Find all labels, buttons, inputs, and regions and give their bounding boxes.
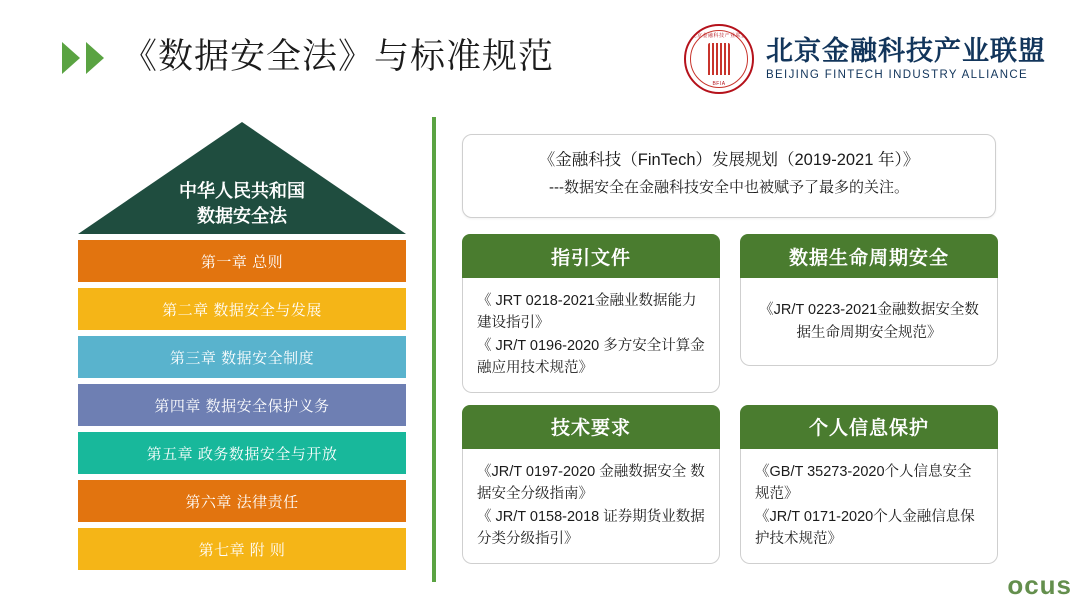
standards-cell-body: 《JR/T 0197-2020 金融数据安全 数据安全分级指南》 《 JR/T 0158-2018 证券期货业数据分类分级指引》: [462, 449, 720, 564]
chapter-item: 第四章 数据安全保护义务: [78, 384, 406, 426]
standards-cell: [462, 405, 720, 564]
fintech-plan-callout: [462, 134, 996, 218]
law-structure-diagram: [78, 122, 406, 570]
chapter-item: 第三章 数据安全制度: [78, 336, 406, 378]
law-title-line2: 数据安全法: [197, 205, 287, 226]
page-title: 《数据安全法》与标准规范: [122, 37, 555, 76]
seal-bottom-text: BFIA: [712, 81, 726, 87]
chapter-item: 第一章 总则: [78, 240, 406, 282]
standards-cell-header: 个人信息保护: [740, 405, 998, 449]
chapter-item: 第六章 法律责任: [78, 480, 406, 522]
brand-name-cn: 北京金融科技产业联盟: [766, 35, 1046, 66]
standards-grid: [462, 234, 1010, 576]
law-title-line1: 中华人民共和国: [179, 181, 305, 202]
chapter-item: 第二章 数据安全与发展: [78, 288, 406, 330]
double-arrow-icon: [62, 42, 104, 74]
chapter-item: 第七章 附 则: [78, 528, 406, 570]
seal-top-text: 北京金融科技产业联盟: [691, 33, 747, 39]
standards-cell: [462, 234, 720, 393]
chapter-list: [78, 240, 406, 570]
page-header: [0, 0, 1080, 112]
callout-line1: 《金融科技（FinTech）发展规划（2019-2021 年）》: [538, 151, 920, 169]
standards-cell-header: 技术要求: [462, 405, 720, 449]
callout-line2: ---数据安全在金融科技安全中也被赋予了最多的关注。: [549, 178, 909, 196]
standards-panel: [462, 134, 1010, 576]
standards-cell: [740, 234, 998, 393]
chapter-item: 第五章 政务数据安全与开放: [78, 432, 406, 474]
standards-cell-header: 数据生命周期安全: [740, 234, 998, 278]
standards-cell: [740, 405, 998, 564]
brand-name-en: BEIJING FINTECH INDUSTRY ALLIANCE: [766, 69, 1029, 82]
brand-logo: [684, 24, 1046, 94]
standards-cell-body: 《GB/T 35273-2020个人信息安全规范》 《JR/T 0171-2020个人金融信息保护技术规范》: [740, 449, 998, 564]
watermark: ocus: [1007, 570, 1072, 600]
standards-cell-body: 《JR/T 0223-2021金融数据安全数据生命周期安全规范》: [740, 278, 998, 366]
standards-cell-header: 指引文件: [462, 234, 720, 278]
standards-cell-body: 《 JRT 0218-2021金融业数据能力建设指引》 《 JR/T 0196-2020 多方安全计算金融应用技术规范》: [462, 278, 720, 393]
law-title-roof: [78, 122, 406, 234]
alliance-seal-icon: [684, 24, 754, 94]
vertical-divider: [432, 117, 436, 582]
